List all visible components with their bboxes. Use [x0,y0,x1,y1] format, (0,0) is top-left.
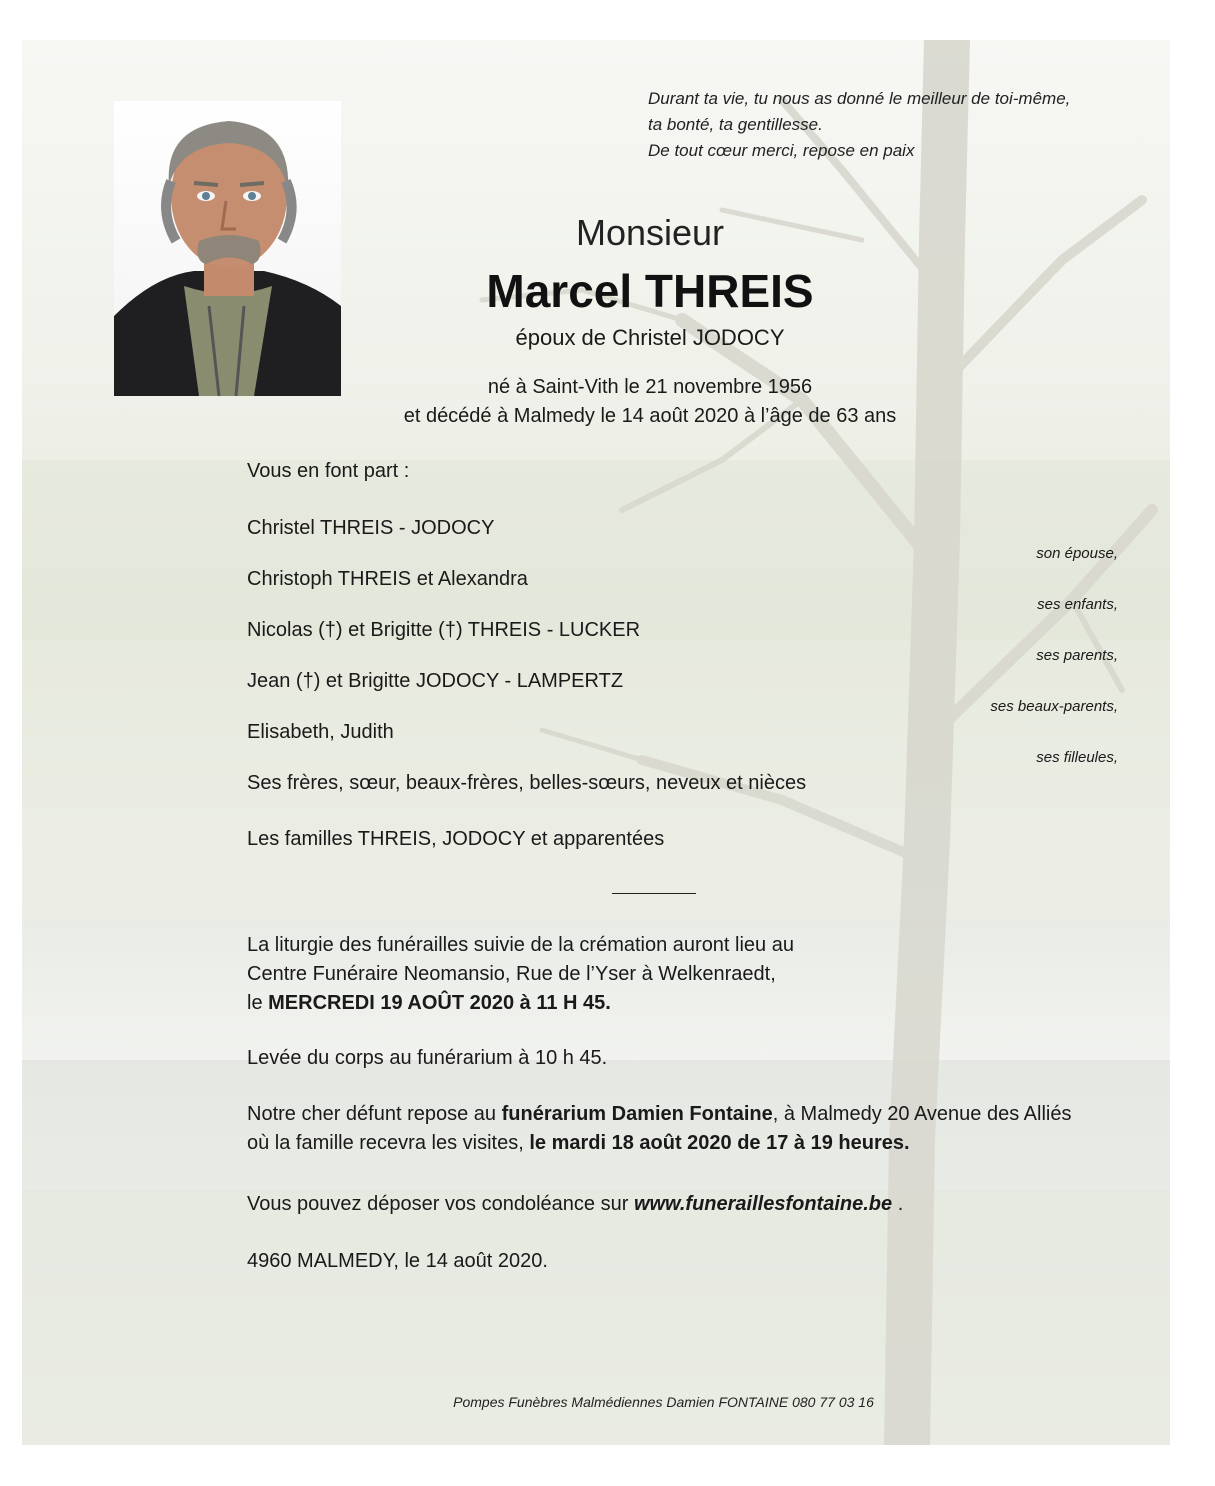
family-name: Jean (†) et Brigitte JODOCY - LAMPERTZ [247,670,624,692]
place-date: 4960 MALMEDY, le 14 août 2020. [247,1250,548,1272]
ceremony-prefix: le [247,992,269,1014]
ceremony-line: Centre Funéraire Neomansio, Rue de l’Yser à Welkenraedt, [247,963,776,985]
visit-text: Notre cher défunt repose au [247,1103,502,1125]
family-name: Nicolas (†) et Brigitte (†) THREIS - LUCKER [247,619,641,641]
funeral-home-footer: Pompes Funèbres Malmédiennes Damien FONTAINE 080 77 03 16 [453,1394,874,1410]
family-name: Elisabeth, Judith [247,721,394,743]
visit-line [247,1100,1071,1129]
visit-block [247,1100,1071,1158]
announce-line: Vous en font part : [247,460,410,482]
ceremony-line [247,989,794,1018]
family-name: Christel THREIS - JODOCY [247,517,495,539]
quote-line: ta bonté, ta gentillesse. [648,115,823,134]
funeral-home-name: funérarium Damien Fontaine [501,1103,773,1125]
quote-line: De tout cœur merci, repose en paix [648,141,915,160]
family-role: son épouse, [1036,545,1118,562]
family-role: ses enfants, [1037,596,1118,613]
spouse-line: époux de Christel JODOCY [515,325,785,350]
condolence-line [247,1190,903,1219]
death-line: et décédé à Malmedy le 14 août 2020 à l’âge de 63 ans [403,405,897,427]
visit-datetime: le mardi 18 août 2020 de 17 à 19 heures. [529,1132,910,1154]
family-role: ses beaux-parents, [990,698,1118,715]
deceased-name: Marcel THREIS [486,265,814,317]
family-name: Ses frères, sœur, beaux-frères, belles-sœurs, neveux et nièces [247,772,807,794]
ceremony-line: La liturgie des funérailles suivie de la crémation auront lieu au [247,934,794,956]
visit-address: , à Malmedy 20 Avenue des Alliés [772,1103,1072,1125]
condolence-text: Vous pouvez déposer vos condoléance sur [247,1193,634,1215]
condolence-end: . [892,1193,904,1215]
portrait-photo [114,101,341,396]
birth-line: né à Saint-Vith le 21 novembre 1956 [487,376,813,398]
quote-line: Durant ta vie, tu nous as donné le meilleur de toi-même, [648,89,1071,108]
visit-text: où la famille recevra les visites, [247,1132,530,1154]
ceremony-datetime: MERCREDI 19 AOÛT 2020 à 11 H 45. [268,992,611,1014]
condolence-link[interactable]: www.funeraillesfontaine.be [633,1193,893,1215]
memorial-quote [648,86,1168,164]
visit-line [247,1129,1071,1158]
dates-block [395,373,905,431]
divider [612,893,696,894]
family-name: Les familles THREIS, JODOCY et apparentées [247,828,665,850]
title-monsieur: Monsieur [575,212,725,253]
family-name: Christoph THREIS et Alexandra [247,568,528,590]
family-role: ses parents, [1036,647,1118,664]
levee-line: Levée du corps au funérarium à 10 h 45. [247,1047,608,1069]
ceremony-block [247,931,794,1018]
family-role: ses filleules, [1036,749,1118,766]
